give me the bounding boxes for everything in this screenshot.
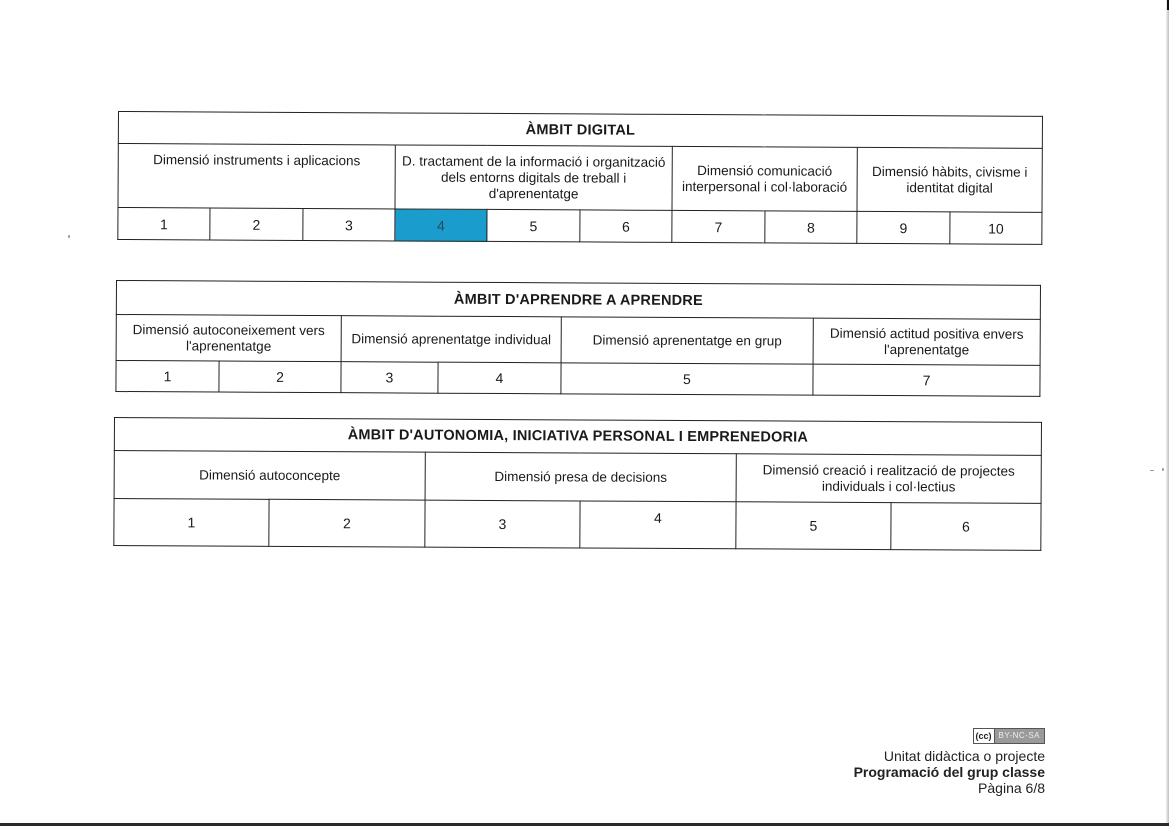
digital-cell-5: 5 xyxy=(487,209,580,241)
cc-logo-icon: (cc) xyxy=(974,729,995,743)
ambit-digital-table xyxy=(117,111,1043,245)
aprendre-cell-2: 2 xyxy=(219,361,341,393)
digital-cell-1: 1 xyxy=(118,208,210,240)
ambit-digital-title: ÀMBIT DIGITAL xyxy=(118,112,1042,149)
digital-cell-3: 3 xyxy=(303,208,395,240)
scan-speck xyxy=(1150,470,1154,471)
dimension-autoconeixement: Dimensió autoconeixement vers l'aprenentatge xyxy=(116,315,341,362)
dimension-tractament-informacio: D. tractament de la informació i organització dels entorns digitals de treball i d'aprenentatge xyxy=(395,145,672,210)
ambit-autonomia-title: ÀMBIT D'AUTONOMIA, INICIATIVA PERSONAL I EMPRENEDORIA xyxy=(114,418,1041,456)
footer-unit-label: Unitat didàctica o projecte xyxy=(883,748,1045,764)
autonomia-cell-4: 4 xyxy=(580,501,736,549)
footer-programacio-title: Programació del grup classe xyxy=(853,764,1045,780)
aprendre-cell-4: 4 xyxy=(438,362,561,394)
dimension-aprenentatge-individual: Dimensió aprenentatge individual xyxy=(341,316,561,363)
scan-speck xyxy=(68,235,70,238)
autonomia-cell-1: 1 xyxy=(114,499,269,547)
dimension-habits-civisme: Dimensió hàbits, civisme i identitat digital xyxy=(857,147,1042,212)
autonomia-cell-6: 6 xyxy=(891,503,1041,551)
digital-cell-2: 2 xyxy=(210,208,303,240)
autonomia-cell-5: 5 xyxy=(736,502,891,550)
dimension-actitud-positiva: Dimensió actitud positiva envers l'aprenentatge xyxy=(813,318,1040,365)
ambit-aprendre-title: ÀMBIT D'APRENDRE A APRENDRE xyxy=(116,281,1040,320)
dimension-autoconcepte: Dimensió autoconcepte xyxy=(114,451,425,501)
cc-license-badge xyxy=(973,728,1046,744)
digital-cell-8: 8 xyxy=(765,211,857,243)
aprendre-cell-5: 5 xyxy=(561,363,813,395)
page-footer xyxy=(854,726,1045,796)
digital-cell-10: 10 xyxy=(950,212,1042,244)
aprendre-cell-1: 1 xyxy=(116,361,219,393)
scan-speck xyxy=(1162,468,1164,471)
aprendre-cell-7: 7 xyxy=(813,364,1040,396)
digital-cell-4-highlighted: 4 xyxy=(395,209,487,241)
digital-cell-6: 6 xyxy=(580,210,672,242)
dimension-comunicacio: Dimensió comunicació interpersonal i col·laboració xyxy=(672,146,857,211)
digital-cell-7: 7 xyxy=(672,210,765,242)
cc-license-terms: BY-NC-SA xyxy=(995,729,1045,743)
dimension-creacio-projectes: Dimensió creació i realització de projectes individuals i col·lectius xyxy=(736,454,1041,504)
footer-page-number: Pàgina 6/8 xyxy=(978,780,1045,796)
aprendre-cell-3: 3 xyxy=(341,362,438,394)
autonomia-cell-2: 2 xyxy=(269,499,425,547)
ambit-autonomia-table xyxy=(113,417,1042,551)
dimension-instruments: Dimensió instruments i aplicacions xyxy=(118,144,395,209)
autonomia-cell-3: 3 xyxy=(425,500,580,548)
dimension-presa-decisions: Dimensió presa de decisions xyxy=(425,452,736,502)
dimension-aprenentatge-grup: Dimensió aprenentatge en grup xyxy=(561,317,813,364)
ambit-aprendre-table xyxy=(115,280,1041,397)
digital-cell-9: 9 xyxy=(857,211,950,243)
